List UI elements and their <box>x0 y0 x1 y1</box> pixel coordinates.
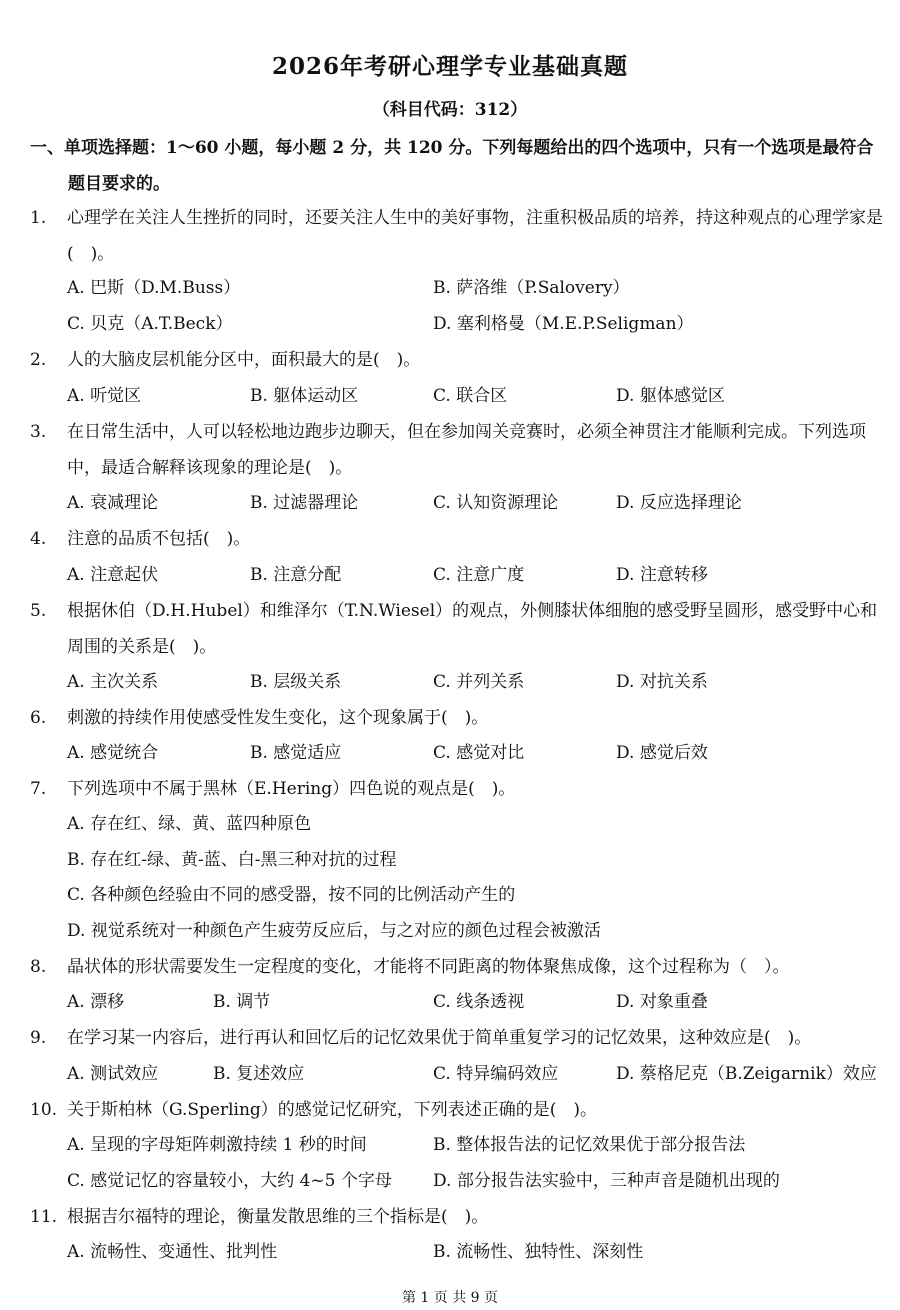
question-stem: 在学习某一内容后，进行再认和回忆后的记忆效果优于简单重复学习的记忆效果，这种效应是( )。 <box>67 1028 812 1048</box>
question-number: 6. <box>30 708 47 728</box>
option-b: B. 感觉适应 <box>250 743 342 763</box>
option-b: B. 调节 <box>213 992 271 1012</box>
option-a: A. 巴斯（D.M.Buss） <box>67 278 241 298</box>
option-d: D. 感觉后效 <box>616 743 708 763</box>
question-number: 10. <box>30 1100 58 1120</box>
question-number: 11. <box>30 1207 58 1227</box>
option-c: C. 联合区 <box>433 386 508 406</box>
option-d: D. 反应选择理论 <box>616 493 742 513</box>
question-stem: 根据吉尔福特的理论，衡量发散思维的三个指标是( )。 <box>67 1207 489 1227</box>
option-d: D. 对象重叠 <box>616 992 708 1012</box>
option-d: D. 对抗关系 <box>616 672 708 692</box>
question-stem: 晶状体的形状需要发生一定程度的变化，才能将不同距离的物体聚焦成像，这个过程称为（ ）。 <box>67 957 790 977</box>
option-d: D. 部分报告法实验中，三种声音是随机出现的 <box>433 1171 780 1191</box>
question-number: 9. <box>30 1028 47 1048</box>
option-c: C. 各种颜色经验由不同的感受器，按不同的比例活动产生的 <box>67 885 516 905</box>
option-a: A. 漂移 <box>67 992 125 1012</box>
page-title: 2026年考研心理学专业基础真题 <box>271 53 628 80</box>
question-11 <box>30 1199 888 1235</box>
option-a: A. 注意起伏 <box>67 565 159 585</box>
option-a: A. 流畅性、变通性、批判性 <box>67 1242 278 1262</box>
question-5 <box>30 593 888 665</box>
question-2 <box>30 342 888 378</box>
question-stem: 刺激的持续作用使感受性发生变化，这个现象属于( )。 <box>67 708 489 728</box>
question-stem: 在日常生活中，人可以轻松地边跑步边聊天，但在参加闯关竞赛时，必须全神贯注才能顺利完成。下列选项中，最适合解释该现象的理论是( )。 <box>67 422 866 478</box>
question-6 <box>30 700 888 736</box>
option-b: B. 复述效应 <box>213 1064 305 1084</box>
question-3 <box>30 414 888 486</box>
option-c: C. 认知资源理论 <box>433 493 559 513</box>
question-number: 5. <box>30 601 47 621</box>
option-b: B. 躯体运动区 <box>250 386 359 406</box>
option-b: B. 存在红-绿、黄-蓝、白-黑三种对抗的过程 <box>67 850 397 870</box>
question-number: 4. <box>30 529 47 549</box>
question-number: 3. <box>30 422 47 442</box>
option-a: A. 感觉统合 <box>67 743 159 763</box>
option-b: B. 流畅性、独特性、深刻性 <box>433 1242 644 1262</box>
question-number: 7. <box>30 779 47 799</box>
option-c: C. 特异编码效应 <box>433 1064 559 1084</box>
option-c: C. 并列关系 <box>433 672 525 692</box>
option-d: D. 躯体感觉区 <box>616 386 725 406</box>
question-7 <box>30 771 888 807</box>
subject-code: （科目代码：312） <box>372 100 528 120</box>
question-stem: 注意的品质不包括( )。 <box>67 529 251 549</box>
option-d: D. 视觉系统对一种颜色产生疲劳反应后，与之对应的颜色过程会被激活 <box>67 921 601 941</box>
question-1 <box>30 200 888 272</box>
question-9 <box>30 1020 888 1056</box>
option-c: C. 注意广度 <box>433 565 525 585</box>
option-b: B. 整体报告法的记忆效果优于部分报告法 <box>433 1135 746 1155</box>
question-number: 2. <box>30 350 47 370</box>
option-b: B. 注意分配 <box>250 565 342 585</box>
option-c: C. 感觉记忆的容量较小，大约 4~5 个字母 <box>67 1171 392 1191</box>
question-stem: 心理学在关注人生挫折的同时，还要关注人生中的美好事物，注重积极品质的培养，持这种观点的心理学家是( )。 <box>67 208 883 264</box>
option-a: A. 衰减理论 <box>67 493 159 513</box>
question-number: 1. <box>30 208 47 228</box>
option-a: A. 存在红、绿、黄、蓝四种原色 <box>67 814 312 834</box>
option-b: B. 层级关系 <box>250 672 342 692</box>
question-4 <box>30 521 888 557</box>
option-d: D. 注意转移 <box>616 565 708 585</box>
question-8 <box>30 949 888 985</box>
question-stem: 根据休伯（D.H.Hubel）和维泽尔（T.N.Wiesel）的观点，外侧膝状体细胞的感受野呈圆形，感受野中心和周围的关系是( )。 <box>67 601 878 657</box>
section-heading: 一、单项选择题：1～60 小题，每小题 2 分，共 120 分。下列每题给出的四个选项中，只有一个选项是最符合题目要求的。 <box>30 138 874 194</box>
option-d: D. 塞利格曼（M.E.P.Seligman） <box>433 314 694 334</box>
option-c: C. 线条透视 <box>433 992 525 1012</box>
option-a: A. 测试效应 <box>67 1064 159 1084</box>
option-a: A. 听觉区 <box>67 386 142 406</box>
option-c: C. 贝克（A.T.Beck） <box>67 314 233 334</box>
option-b: B. 萨洛维（P.Salovery） <box>433 278 630 298</box>
option-a: A. 主次关系 <box>67 672 159 692</box>
option-a: A. 呈现的字母矩阵刺激持续 1 秒的时间 <box>67 1135 367 1155</box>
question-stem: 关于斯柏林（G.Sperling）的感觉记忆研究，下列表述正确的是( )。 <box>67 1100 598 1120</box>
question-number: 8. <box>30 957 47 977</box>
question-stem: 人的大脑皮层机能分区中，面积最大的是( )。 <box>67 350 421 370</box>
option-b: B. 过滤器理论 <box>250 493 359 513</box>
question-stem: 下列选项中不属于黑林（E.Hering）四色说的观点是( )。 <box>67 779 516 799</box>
question-10 <box>30 1092 888 1128</box>
page-number: 第 1 页 共 9 页 <box>401 1290 499 1306</box>
option-d: D. 蔡格尼克（B.Zeigarnik）效应 <box>616 1064 877 1084</box>
option-c: C. 感觉对比 <box>433 743 525 763</box>
